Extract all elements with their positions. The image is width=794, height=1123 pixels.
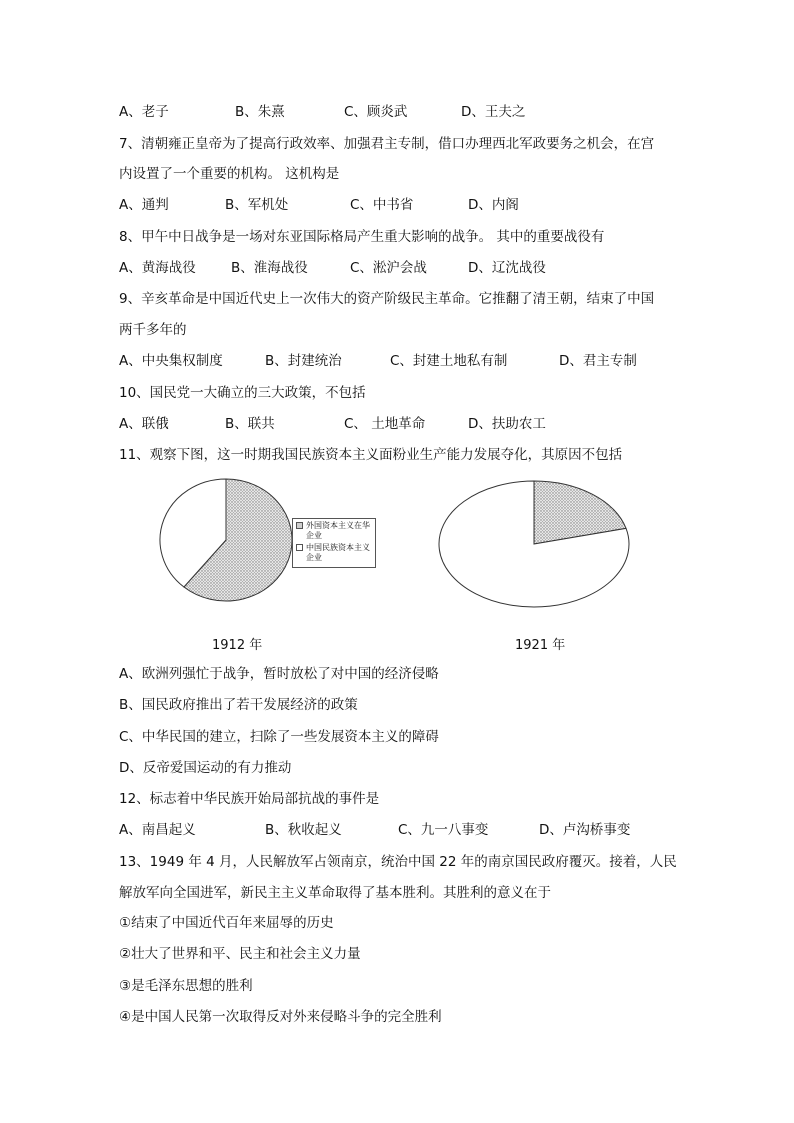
q8-option-c: C、淞沪会战 [350, 260, 427, 276]
q12-option-b: B、秋收起义 [265, 822, 342, 838]
q13-item-4: ④是中国人民第一次取得反对外来侵略斗争的完全胜利 [119, 1009, 442, 1025]
q13-item-1: ①结束了中国近代百年来屈辱的历史 [119, 915, 334, 931]
legend-swatch-foreign [296, 522, 303, 529]
q6-option-c: C、顾炎武 [344, 104, 408, 120]
q8-option-b: B、淮海战役 [231, 260, 308, 276]
q9-option-b: B、封建统治 [265, 353, 342, 369]
q12-stem: 12、标志着中华民族开始局部抗战的事件是 [119, 791, 380, 807]
pie-1921-group [439, 481, 629, 607]
q7-option-c: C、中书省 [350, 197, 414, 213]
q7-option-b: B、军机处 [225, 197, 289, 213]
q9-option-d: D、君主专制 [559, 353, 637, 369]
legend-label-domestic: 中国民族资本主义企业 [306, 543, 370, 562]
q12-option-d: D、卢沟桥事变 [539, 822, 631, 838]
legend-swatch-domestic [296, 544, 303, 551]
q11-option-b: B、国民政府推出了若干发展经济的政策 [119, 697, 358, 713]
q6-option-b: B、朱熹 [235, 104, 285, 120]
q13-item-3: ③是毛泽东思想的胜利 [119, 978, 253, 994]
q9-stem-line2: 两千多年的 [119, 322, 187, 338]
q8-option-a: A、黄海战役 [119, 260, 196, 276]
pie-chart-1912 [0, 474, 794, 634]
q10-option-a: A、联俄 [119, 416, 169, 432]
q13-stem-line1: 13、1949 年 4 月，人民解放军占领南京，统治中国 22 年的南京国民政府覆灭。接着，人民 [119, 854, 677, 870]
q10-option-d: D、扶助农工 [468, 416, 546, 432]
q8-stem: 8、甲午中日战争是一场对东亚国际格局产生重大影响的战争。 其中的重要战役有 [119, 229, 605, 245]
q13-item-2: ②壮大了世界和平、民主和社会主义力量 [119, 946, 361, 962]
chart-title-1921: 1921 年 [515, 638, 566, 653]
q11-stem: 11、观察下图，这一时期我国民族资本主义面粉业生产能力发展夺化，其原因不包括 [119, 447, 623, 463]
chart-title-1912: 1912 年 [212, 638, 263, 653]
q11-option-c: C、中华民国的建立，扫除了一些发展资本主义的障碍 [119, 729, 439, 745]
legend-item-foreign [296, 521, 372, 541]
q6-option-d: D、王夫之 [461, 104, 526, 120]
legend-item-domestic [296, 543, 372, 563]
chart-legend [292, 518, 376, 568]
q6-option-a: A、老子 [119, 104, 169, 120]
pie-1912-group [160, 479, 292, 601]
q10-option-b: B、联共 [225, 416, 275, 432]
q7-option-a: A、通判 [119, 197, 169, 213]
q12-option-a: A、南昌起义 [119, 822, 196, 838]
q9-option-a: A、中央集权制度 [119, 353, 223, 369]
q10-option-c: C、 土地革命 [344, 416, 426, 432]
q7-option-d: D、内阁 [468, 197, 519, 213]
q11-option-a: A、欧洲列强忙于战争，暂时放松了对中国的经济侵略 [119, 666, 439, 682]
q13-stem-line2: 解放军向全国进军，新民主主义革命取得了基本胜利。其胜利的意义在于 [119, 885, 551, 901]
q12-option-c: C、九一八事变 [398, 822, 489, 838]
legend-label-foreign: 外国资本主义在华企业 [306, 521, 370, 540]
q10-stem: 10、国民党一大确立的三大政策，不包括 [119, 385, 366, 401]
q11-option-d: D、反帝爱国运动的有力推动 [119, 760, 292, 776]
q9-stem-line1: 9、辛亥革命是中国近代史上一次伟大的资产阶级民主革命。它推翻了清王朝，结束了中国 [119, 291, 655, 307]
q9-option-c: C、封建土地私有制 [390, 353, 508, 369]
q8-option-d: D、辽沈战役 [468, 260, 546, 276]
q7-stem-line2: 内设置了一个重要的机构。 这机构是 [119, 166, 340, 182]
q7-stem-line1: 7、清朝雍正皇帝为了提高行政效率、加强君主专制，借口办理西北军政要务之机会，在宫 [119, 136, 655, 152]
